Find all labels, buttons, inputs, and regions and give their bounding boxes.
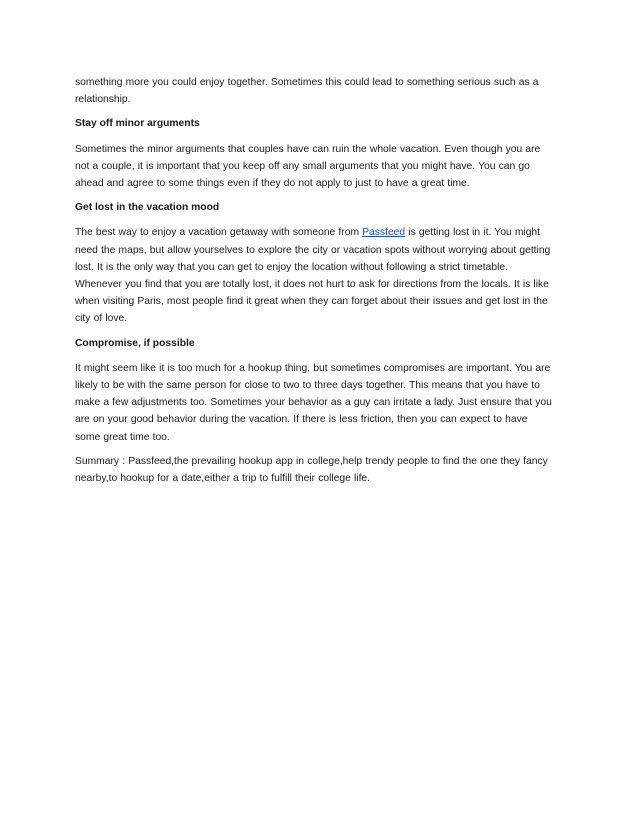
section-body-arguments: Sometimes the minor arguments that couples have can ruin the whole vacation. Even though you are not a couple, it is important that you keep off any small arguments that you might have. You can go ahead and agree to some things even if they do not apply to just to have a great time. bbox=[75, 143, 541, 190]
section-body-vacation-mood bbox=[75, 224, 555, 327]
section-body-compromise: It might seem like it is too much for a hookup thing, but sometimes compromises are important. You are likely to be with the same person for close to two to three days together. This means that you have to make a few adjustments too. Sometimes your behavior as a guy can irritate a lady. Just ensure that you are on your good behavior during the vacation. If there is less friction, then you can expect to have some great time too. bbox=[75, 362, 552, 443]
summary-paragraph: Summary : Passfeed,the prevailing hookup app in college,help trendy people to find the one they fancy nearby,to hookup for a date,either a trip to fulfill their college life. bbox=[75, 455, 548, 485]
document-page bbox=[75, 74, 555, 494]
section-heading-vacation-mood: Get lost in the vacation mood bbox=[75, 202, 220, 214]
body-text-after-link: is getting lost in it. You might need the maps, but allow yourselves to explore the city or vacation spots without worrying about getting lost. It is the only way that you can get to enjoy the location without following a strict timetable. Whenever you find that you are totally lost, it does not hurt to ask for directions from the locals. It is like when visiting Paris, most people find it great when they can forget about their issues and get lost in the city of love. bbox=[75, 227, 551, 325]
body-text-before-link: The best way to enjoy a vacation getaway with someone from bbox=[75, 227, 363, 239]
passfeed-link[interactable]: Passfeed bbox=[362, 227, 406, 239]
section-heading-compromise: Compromise, if possible bbox=[75, 337, 195, 349]
section-heading-arguments: Stay off minor arguments bbox=[75, 118, 200, 130]
intro-paragraph: something more you could enjoy together. Sometimes this could lead to something serious such as a relationship. bbox=[75, 77, 539, 106]
